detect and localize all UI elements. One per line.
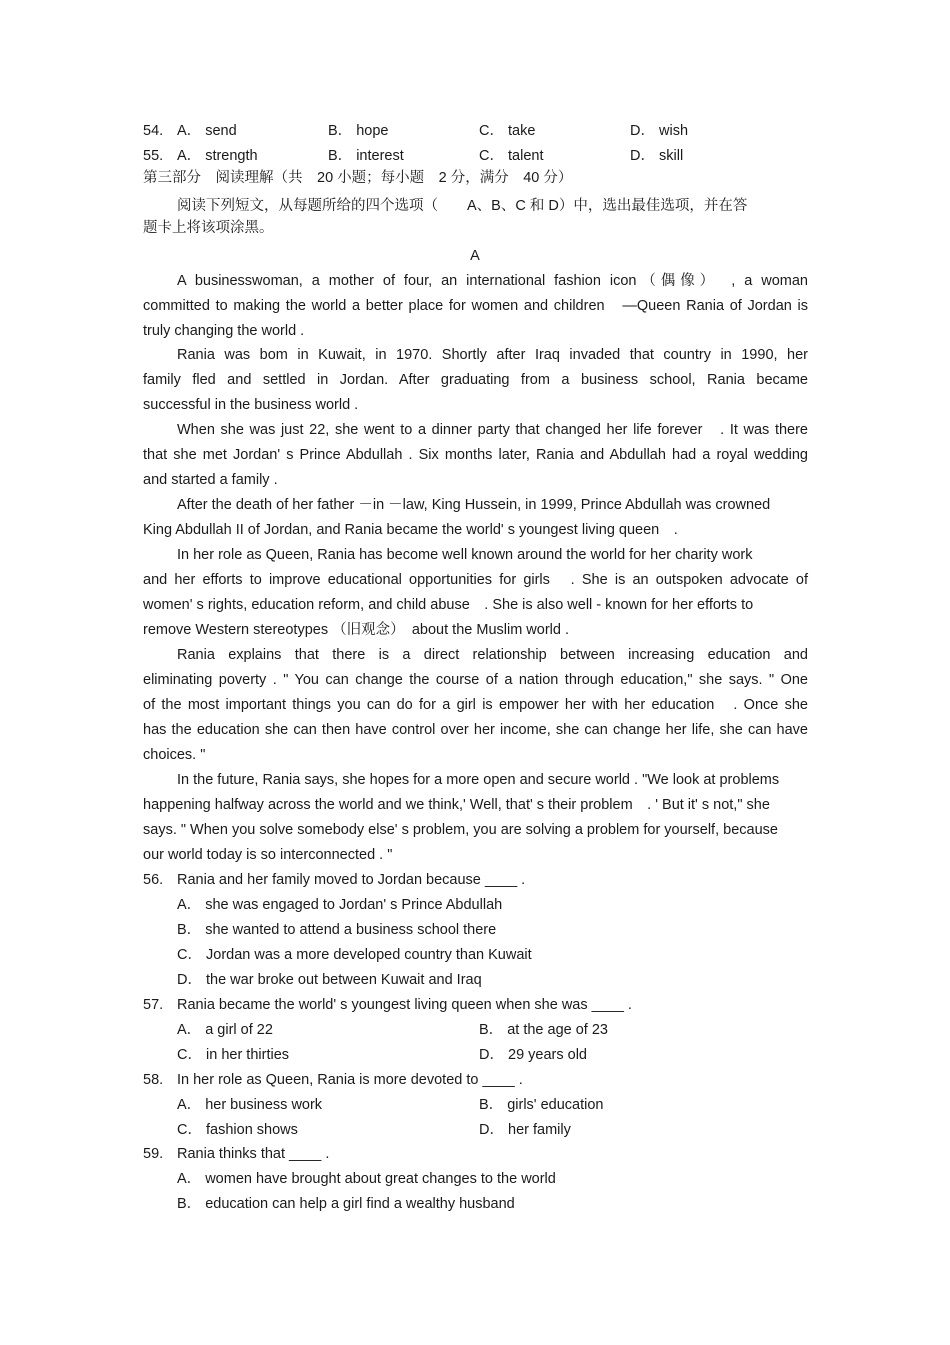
- passage-line: When she was just 22, she went to a dinner party that changed her life forever . It was there: [177, 422, 808, 438]
- option-b: B． interest: [328, 148, 404, 164]
- question-number: 54.: [143, 123, 164, 139]
- option-c: C． fashion shows: [177, 1122, 298, 1138]
- passage-line: choices. ": [143, 747, 206, 763]
- option-d: D． the war broke out between Kuwait and Iraq: [177, 972, 482, 988]
- passage-line: After the death of her father －in －law, King Hussein, in 1999, Prince Abdullah was crowned: [177, 497, 771, 513]
- option-d: D． 29 years old: [479, 1047, 587, 1063]
- question-number: 59.: [143, 1146, 164, 1162]
- option-d: D． her family: [479, 1122, 571, 1138]
- question-text: Rania became the world' s youngest living queen when she was ____ .: [177, 997, 632, 1013]
- passage-line: that she met Jordan' s Prince Abdullah . Six months later, Rania and Abdullah had a royal wedding: [143, 447, 808, 463]
- passage-line: says. " When you solve somebody else' s problem, you are solving a problem for yourself, because: [143, 822, 778, 838]
- option-d: D． wish: [630, 123, 689, 139]
- passage-line: happening halfway across the world and we think,' Well, that' s their problem . ' But it' s not," she: [143, 797, 770, 813]
- passage-line: of the most important things you can do for a girl is empower her with her education . Once she: [143, 697, 808, 713]
- option-b: B． girls' education: [479, 1097, 604, 1113]
- passage-line: truly changing the world .: [143, 323, 305, 339]
- option-b: B． she wanted to attend a business school there: [177, 922, 497, 938]
- passage-line: eliminating poverty . " You can change the course of a nation through education," she says. " One: [143, 672, 808, 688]
- option-b: B． education can help a girl find a wealthy husband: [177, 1196, 515, 1212]
- passage-line: and started a family .: [143, 472, 278, 488]
- passage-line: committed to making the world a better place for women and children —Queen Rania of Jordan is: [143, 298, 808, 314]
- option-a: A． she was engaged to Jordan' s Prince Abdullah: [177, 897, 503, 913]
- question-text: Rania and her family moved to Jordan because ____ .: [177, 872, 526, 888]
- passage-line: Rania explains that there is a direct relationship between increasing education and: [177, 647, 808, 663]
- passage-line: King Abdullah II of Jordan, and Rania became the world' s youngest living queen .: [143, 522, 678, 538]
- passage-line: Rania was bom in Kuwait, in 1970. Shortly after Iraq invaded that country in 1990, her: [177, 347, 808, 363]
- question-text: Rania thinks that ____ .: [177, 1146, 330, 1162]
- passage-line: remove Western stereotypes （旧观念） about the Muslim world .: [143, 622, 570, 638]
- option-d: D． skill: [630, 148, 684, 164]
- passage-line: our world today is so interconnected . ": [143, 847, 393, 863]
- question-text: In her role as Queen, Rania is more devoted to ____ .: [177, 1072, 523, 1088]
- option-a: A． send: [177, 123, 237, 139]
- passage-line: has the education she can then have control over her income, she can change her life, she can have: [143, 722, 808, 738]
- passage-line: In the future, Rania says, she hopes for a more open and secure world . "We look at problems: [177, 772, 780, 788]
- passage-line: and her efforts to improve educational opportunities for girls . She is an outspoken advocate of: [143, 572, 808, 588]
- option-a: A． a girl of 22: [177, 1022, 273, 1038]
- passage-line: In her role as Queen, Rania has become well known around the world for her charity work: [177, 547, 753, 563]
- option-b: B． hope: [328, 123, 389, 139]
- question-number: 56.: [143, 872, 164, 888]
- passage-line: family fled and settled in Jordan. After graduating from a business school, Rania became: [143, 372, 808, 388]
- passage-line: A businesswoman, a mother of four, an international fashion icon（偶像） , a woman: [177, 273, 808, 289]
- passage-line: women' s rights, education reform, and child abuse . She is also well - known for her efforts to: [143, 597, 754, 613]
- option-a: A． women have brought about great changes to the world: [177, 1171, 556, 1187]
- passage-line: successful in the business world .: [143, 397, 359, 413]
- question-number: 55.: [143, 148, 164, 164]
- question-number: 58.: [143, 1072, 164, 1088]
- instruction-line: 阅读下列短文，从每题所给的四个选项（ A、B、C 和 D）中，选出最佳选项，并在答: [177, 198, 748, 214]
- question-number: 57.: [143, 997, 164, 1013]
- option-c: C． Jordan was a more developed country than Kuwait: [177, 947, 532, 963]
- section-header: 第三部分 阅读理解（共 20 小题；每小题 2 分，满分 40 分）: [143, 170, 573, 186]
- option-a: A． her business work: [177, 1097, 323, 1113]
- option-c: C． in her thirties: [177, 1047, 290, 1063]
- passage-label: A: [470, 248, 480, 264]
- instruction-line: 题卡上将该项涂黑。: [143, 220, 274, 236]
- option-a: A． strength: [177, 148, 258, 164]
- option-b: B． at the age of 23: [479, 1022, 608, 1038]
- option-c: C． take: [479, 123, 536, 139]
- option-c: C． talent: [479, 148, 544, 164]
